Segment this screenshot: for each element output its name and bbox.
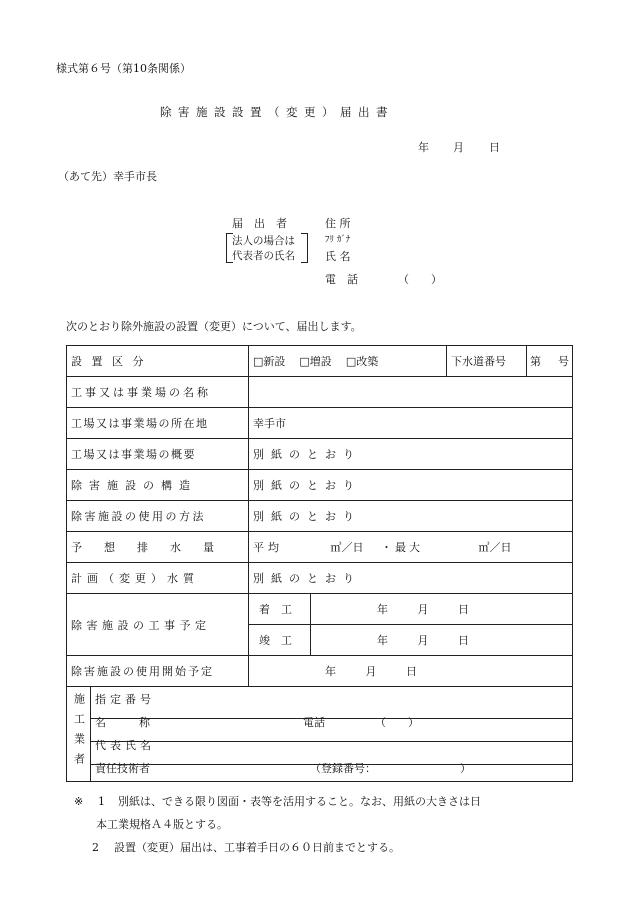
use-start-label: 除害施設の使用開始予定 xyxy=(67,656,249,687)
form-number: 様式第６号（第10条関係） xyxy=(56,62,191,75)
finish-day: 日 xyxy=(458,634,469,647)
overview-label: 工場又は事業場の概要 xyxy=(67,439,249,470)
start-date-field[interactable] xyxy=(311,594,573,625)
row-use-start xyxy=(67,656,573,687)
designation-number[interactable]: 指定番号 xyxy=(95,693,155,706)
row-discharge xyxy=(67,532,573,563)
registration-close: ） xyxy=(460,762,471,775)
method-value[interactable]: 別紙のとおり xyxy=(249,501,573,532)
contractor-name-label: 名 称 xyxy=(95,716,150,729)
contractor-divider-0 xyxy=(90,718,572,719)
start-year: 年 xyxy=(377,603,388,616)
start-label: 着 工 xyxy=(249,594,311,625)
phone-label: 電 話 xyxy=(325,273,358,286)
use-year: 年 xyxy=(325,665,336,678)
furigana-label: ﾌﾘ ｶﾞﾅ xyxy=(325,235,351,245)
structure-label: 除害施設の構造 xyxy=(67,470,249,501)
discharge-unit-max: ㎥／日 xyxy=(478,541,512,554)
location-label: 工場又は事業場の所在地 xyxy=(67,408,249,439)
bracket-right xyxy=(301,233,308,263)
contractor-label: 施工業者 xyxy=(67,687,91,782)
row-location xyxy=(67,408,573,439)
category-options xyxy=(249,346,447,377)
corp-line2: 代表者の氏名 xyxy=(232,250,295,262)
start-day: 日 xyxy=(458,603,469,616)
document-title: 除害施設設置（変更）届出書 xyxy=(160,105,394,119)
row-overview xyxy=(67,439,573,470)
note-mark: ※ xyxy=(74,795,84,808)
option-add[interactable]: □増設 xyxy=(299,355,332,368)
finish-date-field[interactable] xyxy=(311,625,573,656)
sewer-suffix: 号 xyxy=(558,355,570,368)
quality-value[interactable]: 別紙のとおり xyxy=(249,563,573,594)
engineer-line[interactable] xyxy=(95,757,568,780)
use-day: 日 xyxy=(406,665,417,678)
row-contractor xyxy=(67,687,573,782)
sewer-number-field[interactable] xyxy=(527,346,573,377)
contractor-name-line[interactable] xyxy=(95,711,568,734)
contractor-phone-label: 電話 xyxy=(303,716,325,729)
row-category xyxy=(67,346,573,377)
note1-number: 1 xyxy=(98,795,105,808)
note2-text: 設置（変更）届出は、工事着手日の６０日前までとする。 xyxy=(114,841,400,854)
notification-form xyxy=(66,345,573,782)
contractor-block xyxy=(91,687,573,782)
date-day: 日 xyxy=(489,141,500,154)
method-label: 除害施設の使用の方法 xyxy=(67,501,249,532)
representative-name[interactable]: 代表氏名 xyxy=(95,739,155,752)
phone-parens: （ ） xyxy=(398,273,442,286)
discharge-avg-label: 平均 xyxy=(253,541,283,554)
address-label: 住 所 xyxy=(325,217,351,230)
quality-label: 計画（変更）水質 xyxy=(67,563,249,594)
option-new[interactable]: □新設 xyxy=(253,355,286,368)
note2-number: 2 xyxy=(92,841,99,854)
structure-value[interactable]: 別紙のとおり xyxy=(249,470,573,501)
contractor-divider-2 xyxy=(90,764,572,765)
discharge-unit-avg: ㎥／日 xyxy=(330,541,364,554)
finish-label: 竣 工 xyxy=(249,625,311,656)
option-renovate[interactable]: □改築 xyxy=(345,355,379,368)
finish-month: 月 xyxy=(417,634,429,647)
note1-line2: 本工業規格Ａ４版とする。 xyxy=(96,818,228,831)
date-month: 月 xyxy=(453,141,464,154)
location-field[interactable]: 幸手市 xyxy=(249,408,573,439)
corp-line1: 法人の場合は xyxy=(232,235,295,247)
date-year: 年 xyxy=(418,141,429,154)
discharge-label: 予想排水量 xyxy=(67,532,249,563)
discharge-field[interactable] xyxy=(249,532,573,563)
row-schedule-start xyxy=(67,594,573,625)
finish-year: 年 xyxy=(377,634,388,647)
row-structure xyxy=(67,470,573,501)
sewer-prefix: 第 xyxy=(530,355,542,368)
sewer-label: 下水道番号 xyxy=(447,346,527,377)
name-label: 氏 名 xyxy=(325,250,351,263)
schedule-label: 除害施設の工事予定 xyxy=(67,594,249,656)
overview-value[interactable]: 別紙のとおり xyxy=(249,439,573,470)
start-month: 月 xyxy=(417,603,429,616)
note1-line1: 別紙は、できる限り図面・表等を活用すること。なお、用紙の大きさは日 xyxy=(118,795,481,808)
contractor-phone-parens: （ ） xyxy=(375,716,419,729)
business-name-field[interactable] xyxy=(249,377,573,408)
discharge-max-label: ・最大 xyxy=(381,541,423,554)
intro-text: 次のとおり除外施設の設置（変更）について、届出します。 xyxy=(66,320,362,333)
business-name-label: 工事又は事業場の名称 xyxy=(67,377,249,408)
addressee: （あて先）幸手市長 xyxy=(58,170,157,183)
use-month: 月 xyxy=(365,665,377,678)
notifier-label: 届 出 者 xyxy=(232,217,287,230)
row-method xyxy=(67,501,573,532)
row-business-name xyxy=(67,377,573,408)
row-quality xyxy=(67,563,573,594)
category-label: 設 置 区 分 xyxy=(67,346,249,377)
registration-label: （登録番号： xyxy=(310,762,376,775)
contractor-divider-1 xyxy=(90,741,572,742)
use-start-field[interactable] xyxy=(249,656,573,687)
engineer-label: 責任技術者 xyxy=(95,762,150,775)
